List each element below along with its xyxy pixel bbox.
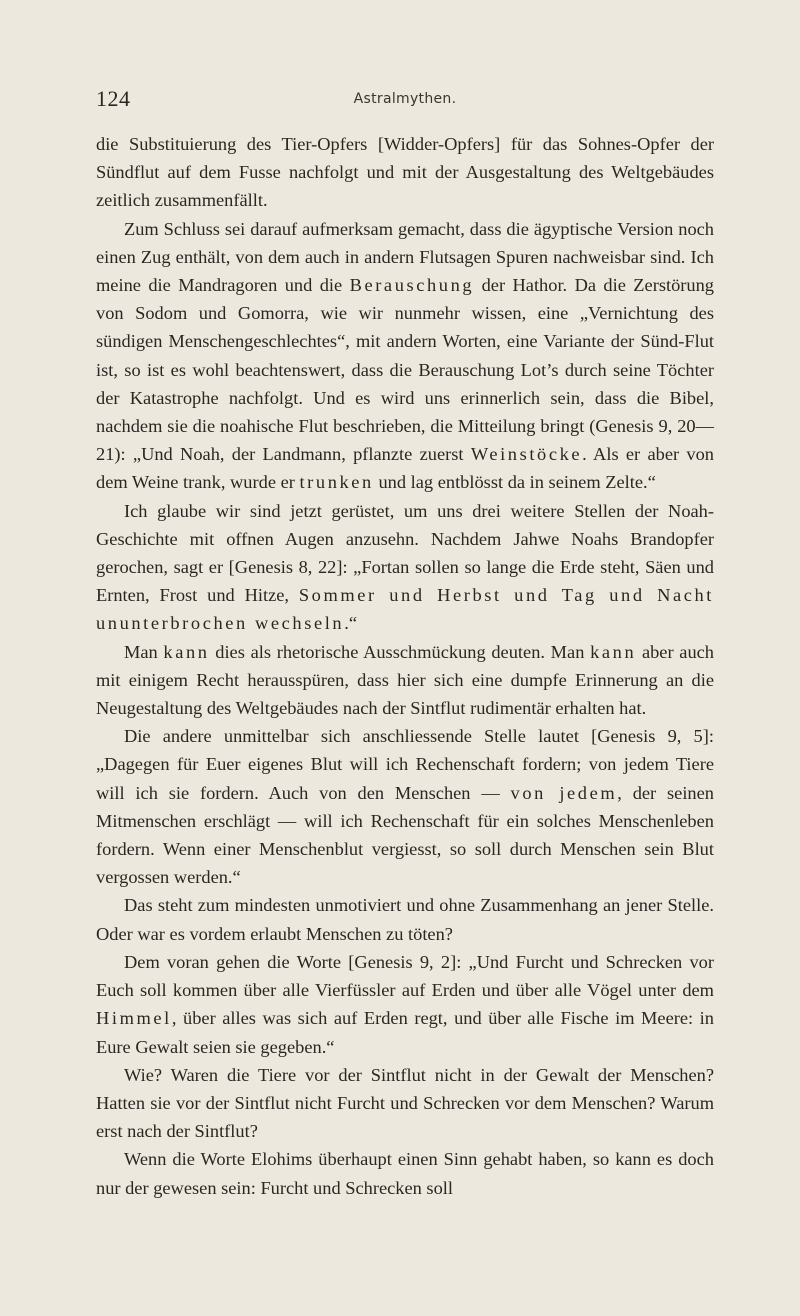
text-run: Dem voran gehen die Worte [Genesis 9, 2]: „Und Furcht und Schrecken vor Euch soll kommen über alle Vierfüssler auf Erden und über alle Vögel unter dem bbox=[96, 951, 714, 1001]
spaced-emphasis: trunken bbox=[299, 472, 374, 493]
paragraph bbox=[96, 1145, 714, 1201]
text-run: Ich glaube wir sind jetzt gerüstet, um uns drei weitere Stellen der Noah-Geschichte mit offnen Augen anzusehn. Nachdem Jahwe Noahs Brandopfer gerochen, sagt er [Genesis 8, 22]: „Fortan sollen so lange die Erde steht, Säen und Ernten, Frost und Hitze, bbox=[96, 500, 714, 606]
text-run: .“ bbox=[344, 613, 357, 634]
text-run: , der seinen Mitmenschen erschlägt — will ich Rechenschaft für ein solches Menschenleben fordern. Wenn einer Menschenblut vergiesst, so soll durch Menschen sein Blut vergossen werden.“ bbox=[96, 782, 714, 888]
body-text bbox=[96, 130, 714, 1202]
text-run: Zum Schluss sei darauf aufmerksam gemacht, dass die ägyptische Version noch einen Zug enthält, von dem auch in andern Flutsagen Spuren nachweisbar sind. Ich meine die Mandragoren und die bbox=[96, 218, 714, 296]
text-run: aber auch mit einigem Recht herausspüren, dass hier sich eine dumpfe Erinnerung an die Neugestaltung des Weltgebäudes nach der Sintflut rudimentär erhalten hat. bbox=[96, 641, 714, 719]
text-run: Die andere unmittelbar sich anschliessende Stelle lautet [Genesis 9, 5]: „Dagegen für Euer eigenes Blut will ich Rechenschaft fordern; von jedem Tiere will ich sie fordern. Auch von den Menschen — bbox=[96, 726, 714, 803]
spaced-emphasis: kann bbox=[163, 641, 210, 662]
text-run: Man bbox=[124, 641, 164, 662]
paragraph bbox=[96, 891, 714, 947]
spaced-emphasis: kann bbox=[590, 641, 637, 662]
spaced-emphasis: Berauschung bbox=[349, 275, 475, 296]
spaced-emphasis: Sommer und Herbst und Tag und Nacht ununterbrochen wechseln bbox=[96, 585, 714, 634]
text-run: der Hathor. Da die Zerstörung von Sodom und Gomorra, wie wir nunmehr wissen, eine „Vernichtung des sündigen Menschengeschlechtes“, mit andern Worten, eine Variante der Sünd-Flut ist, so ist es wohl beachtenswert, dass die Berauschung Lot’s durch seine Töchter der Katastrophe nachfolgt. Und es wird uns erinnerlich sein, dass die Bibel, nachdem sie die noahische Flut beschrieben, die Mitteilung bringt (Genesis 9, 20—21): „Und Noah, der Landmann, pflanzte zuerst bbox=[96, 275, 714, 465]
spaced-emphasis: von jedem bbox=[510, 782, 618, 803]
paragraph bbox=[96, 638, 714, 723]
paragraph bbox=[96, 722, 714, 891]
spaced-emphasis: Himmel bbox=[96, 1008, 172, 1029]
running-title: Astralmythen. bbox=[353, 91, 457, 107]
text-run: Das steht zum mindesten unmotiviert und ohne Zusammenhang an jener Stelle. Oder war es vordem erlaubt Menschen zu töten? bbox=[96, 895, 714, 944]
running-head bbox=[96, 86, 714, 116]
paragraph bbox=[96, 948, 714, 1061]
text-run: die Substituierung des Tier-Opfers [Widder-Opfers] für das Sohnes-Opfer der Sündflut auf dem Fusse nachfolgt und mit der Ausgestaltung des Weltgebäudes zeitlich zusammenfällt. bbox=[96, 134, 714, 211]
text-run: Wie? Waren die Tiere vor der Sintflut nicht in der Gewalt der Menschen? Hatten sie vor der Sintflut nicht Furcht und Schrecken vor dem Menschen? Warum erst nach der Sintflut? bbox=[96, 1064, 714, 1142]
text-run: . Als er aber von dem Weine trank, wurde er bbox=[96, 444, 714, 493]
text-run: und lag entblösst da in seinem Zelte.“ bbox=[373, 472, 656, 493]
paragraph bbox=[96, 130, 714, 215]
text-run: Wenn die Worte Elohims überhaupt einen Sinn gehabt haben, so kann es doch nur der gewesen sein: Furcht und Schrecken soll bbox=[96, 1149, 714, 1198]
text-run: dies als rhetorische Ausschmückung deuten. Man bbox=[209, 641, 591, 662]
text-run: , über alles was sich auf Erden regt, und über alle Fische im Meere: in Eure Gewalt seien sie gegeben.“ bbox=[96, 1008, 714, 1057]
page-number: 124 bbox=[96, 86, 131, 111]
paragraph bbox=[96, 1061, 714, 1146]
paragraph bbox=[96, 215, 714, 497]
spaced-emphasis: Weinstöcke bbox=[470, 444, 583, 465]
paragraph bbox=[96, 497, 714, 638]
